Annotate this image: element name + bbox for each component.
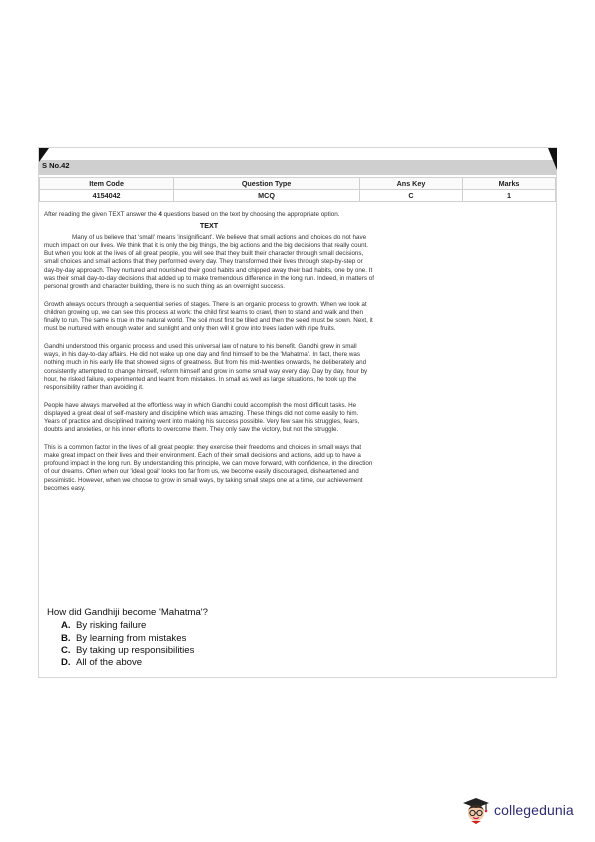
option-text: By learning from mistakes: [76, 632, 187, 644]
instruction-count: 4: [158, 211, 162, 218]
table-row: [40, 190, 556, 202]
option-text: All of the above: [76, 657, 143, 669]
paragraph: People have always marvelled at the effortless way in which Gandhi could accomplish the most difficult tasks. He displayed a great deal of self-mastery and discipline which was amazing. These things did not come easily to him. Years of practice and disciplined training went into making his success possible. Very few saw his struggles, fears, doubts and anxieties, or his inner efforts to overcome them. They only saw the victory, but not the struggle.: [44, 401, 360, 434]
brand-logo[interactable]: [462, 796, 582, 826]
table-header-row: [40, 178, 556, 190]
serial-number-bar: [39, 160, 556, 175]
option-letter: B.: [61, 632, 71, 644]
option-text: By risking failure: [76, 620, 147, 632]
text-heading: TEXT: [199, 221, 219, 231]
header-question-type: Question Type: [174, 178, 360, 190]
instruction-text-end: questions based on the text by choosing the appropriate option.: [161, 211, 340, 218]
paragraph: Many of us believe that 'small' means 'insignificant'. We believe that small actions and choices do not have much impact on our lives. We think that it is only the big things, the big actions and the big decisions that really count. But when you look at the lives of all great people, you will see that they built their character through small decisions, small choices and small actions that they performed every day. They transformed their lives through step-by-step or day-by-day approach. They nurtured and nourished their good habits and chipped away their bad habits, one by one. It was their small day-to-day decisions that added up to make tremendous difference in the long run. Indeed, in matters of personal growth and character building, there is no such thing as an overnight success.: [44, 234, 374, 290]
corner-decoration-right: [548, 148, 557, 170]
instruction-text: After reading the given TEXT answer the: [44, 211, 159, 218]
instruction: [44, 211, 374, 219]
header-item-code: Item Code: [40, 178, 174, 190]
option-letter: C.: [61, 644, 71, 656]
question-meta-table: [39, 177, 556, 202]
header-ans-key: Ans Key: [359, 178, 462, 190]
paragraph: Gandhi understood this organic process and used this universal law of nature to his benefit. Gandhi grew in small ways, in his day-to-day affairs. He did not wake up one day and find himself to be the 'Mahatma'. In fact, there was nothing much in his early life that showed signs of greatness. But from his mid-twenties onwards, he deliberately and consistently attempted to change himself, reform himself and grow in some small way every day. Day by day, hour by hour, he risked failure, experimented and learnt from mistakes. In small as well as large situations, he took up the responsibility rather than avoiding it.: [44, 343, 368, 391]
cell-ans-key: C: [359, 190, 462, 202]
cell-marks: 1: [463, 190, 556, 202]
graduate-mascot-icon: [462, 797, 490, 825]
question-text: How did Gandhiji become 'Mahatma'?: [47, 607, 208, 618]
option-a[interactable]: [61, 620, 208, 632]
option-text: By taking up responsibilities: [76, 644, 195, 656]
passage: [44, 211, 374, 503]
option-d[interactable]: [61, 657, 208, 669]
paragraph: This is a common factor in the lives of all great people: they exercise their freedoms and choices in small ways that make great impact on their lives and their environment. Each of their small decisions and actions, add up to have a profound impact in the long run. By understanding this principle, we can move forward, with confidence, in the direction of our dreams. Often when our 'ideal goal' looks too far from us, we become easily discouraged, disheartened and pessimistic. However, when we choose to grow in small ways, by taking small steps one at a time, our achievement becomes easy.: [44, 444, 373, 492]
serial-number: S No.42: [42, 161, 70, 170]
question-card: [38, 147, 557, 678]
brand-name: collegedunia: [494, 802, 574, 818]
cell-question-type: MCQ: [174, 190, 360, 202]
option-b[interactable]: [61, 633, 208, 645]
header-marks: Marks: [463, 178, 556, 190]
question-block: [47, 607, 208, 669]
cell-item-code: 4154042: [40, 190, 174, 202]
option-letter: D.: [61, 657, 71, 669]
paragraph: Growth always occurs through a sequential series of stages. There is an organic process to growth. When we look at children growing up, we can see this process at work: the child first learns to crawl, then to stand and walk and then finally to run. The same is true in the natural world. The soil must first be tilled and then the seed must be sown. Next, it must be nurtured with enough water and sunlight and only then will it grow into trees laden with ripe fruits.: [44, 300, 373, 333]
corner-decoration-left: [39, 148, 49, 162]
option-c[interactable]: [61, 645, 208, 657]
option-letter: A.: [61, 620, 71, 632]
